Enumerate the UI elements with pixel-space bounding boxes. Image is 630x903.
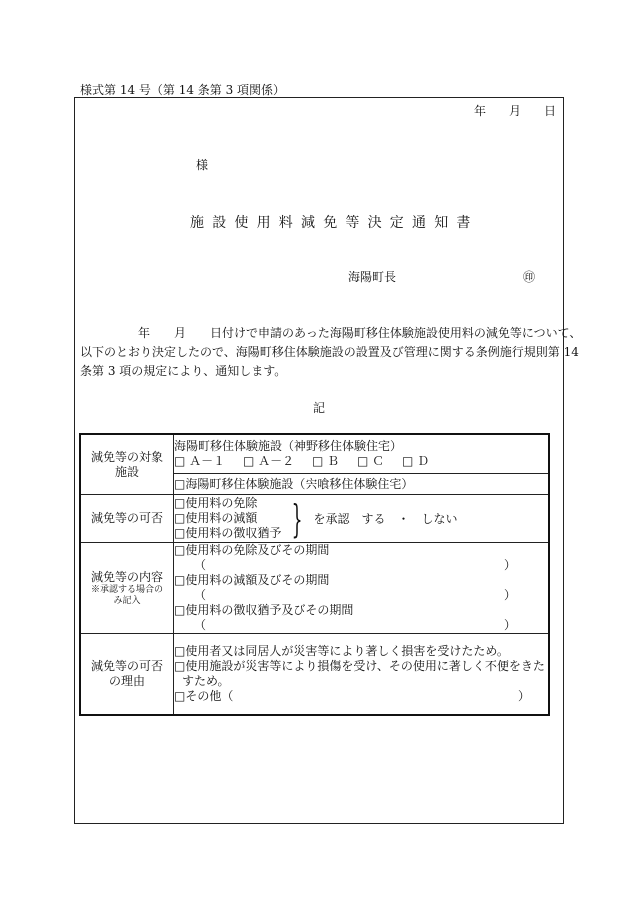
label-content-main: 減免等の内容: [90, 569, 163, 584]
option-b-checkbox[interactable]: □ Ｂ: [311, 454, 340, 468]
label-target-facility: [80, 434, 174, 495]
label-content-note-line1: ※承認する場合の: [90, 584, 163, 595]
reduction-table: [79, 433, 550, 716]
content-reduction-checkbox[interactable]: □使用料の減額及びその期間: [174, 573, 330, 587]
form-number-label: 様式第 14 号（第 14 条第 3 項関係）: [80, 83, 286, 97]
content-reduction-period[interactable]: [174, 588, 548, 603]
option-a1-checkbox[interactable]: □ Ａ－１: [174, 454, 226, 468]
reason-disaster-damage-checkbox[interactable]: □使用者又は同居人が災害等により著しく損害を受けたため。: [174, 644, 509, 658]
reason-other-label: □その他（: [174, 689, 234, 703]
body-line-3: 条第 3 項の規定により、通知します。: [80, 364, 287, 378]
facility-kanno-options: [174, 454, 548, 469]
option-a2-checkbox[interactable]: □ Ａ－２: [242, 454, 295, 468]
cell-approval: [174, 495, 550, 543]
row-approval: [80, 495, 549, 543]
row-target-facility: [80, 434, 549, 474]
content-exemption-checkbox[interactable]: □使用料の免除及びその期間: [174, 543, 330, 557]
document-title: 施設使用料減免等決定通知書: [190, 215, 479, 231]
date-month-label: 月: [509, 104, 522, 118]
addressee-suffix: 様: [196, 158, 209, 172]
label-target-facility-line2: 施設: [114, 464, 139, 479]
paren-open: （: [194, 558, 207, 572]
cell-reason: [174, 634, 550, 716]
item-deferral-checkbox[interactable]: □使用料の徴収猶予: [174, 526, 282, 540]
ki-label: 記: [313, 401, 326, 415]
paren-close: ）: [503, 558, 516, 572]
label-reason: [80, 634, 174, 716]
label-reason-line1: 減免等の可否: [90, 659, 163, 673]
content-deferral-period[interactable]: [174, 618, 548, 633]
label-approval: 減免等の可否: [80, 495, 174, 543]
approve-text: を承認 する ・ しない: [313, 512, 458, 526]
approval-items: [174, 496, 281, 541]
content-deferral-checkbox[interactable]: □使用料の徴収猶予及びその期間: [174, 603, 354, 617]
reason-facility-damage-cont: すため。: [182, 674, 230, 688]
label-target-facility-line1: 減免等の対象: [90, 449, 163, 464]
paren-close: ）: [503, 618, 516, 632]
paren-open: （: [194, 618, 207, 632]
label-content: [80, 543, 174, 634]
brace-mark: }: [291, 496, 303, 541]
paren-close: ）: [503, 588, 516, 602]
cell-facility-kanno: [174, 434, 550, 474]
row-reason: [80, 634, 549, 716]
issuer-name: 海陽町長: [348, 270, 397, 284]
content-exemption-period[interactable]: [174, 558, 548, 573]
approval-group: [174, 496, 548, 541]
date-year-label: 年: [474, 104, 487, 118]
cell-facility-shishikui: [174, 474, 550, 495]
item-exemption-checkbox[interactable]: □使用料の免除: [174, 496, 258, 510]
reason-other-checkbox[interactable]: [174, 689, 548, 704]
reason-facility-damage-checkbox[interactable]: □使用施設が災害等により損傷を受け、その使用に著しく不便をきた: [174, 659, 545, 673]
body-line-2: 以下のとおり決定したので、海陽町移住体験施設の設置及び管理に関する条例施行規則第 14: [80, 345, 579, 359]
label-content-note-line2: み記入: [113, 595, 141, 606]
paren-close: ）: [517, 689, 530, 703]
body-line-1: 年 月 日付けで申請のあった海陽町移住体験施設使用料の減免等について、: [138, 326, 582, 340]
facility-shishikui-checkbox[interactable]: □海陽町移住体験施設（宍喰移住体験住宅）: [174, 476, 414, 491]
item-reduction-checkbox[interactable]: □使用料の減額: [174, 511, 258, 525]
option-c-checkbox[interactable]: □ Ｃ: [356, 454, 385, 468]
paren-open: （: [194, 588, 207, 602]
facility-kanno-name: 海陽町移住体験施設（神野移住体験住宅）: [174, 439, 403, 453]
cell-content: [174, 543, 550, 634]
date-day-label: 日: [544, 104, 557, 118]
row-content: [80, 543, 549, 634]
label-reason-line2: の理由: [108, 674, 145, 688]
option-d-checkbox[interactable]: □ Ｄ: [401, 454, 430, 468]
seal-mark: ㊞: [523, 270, 536, 284]
